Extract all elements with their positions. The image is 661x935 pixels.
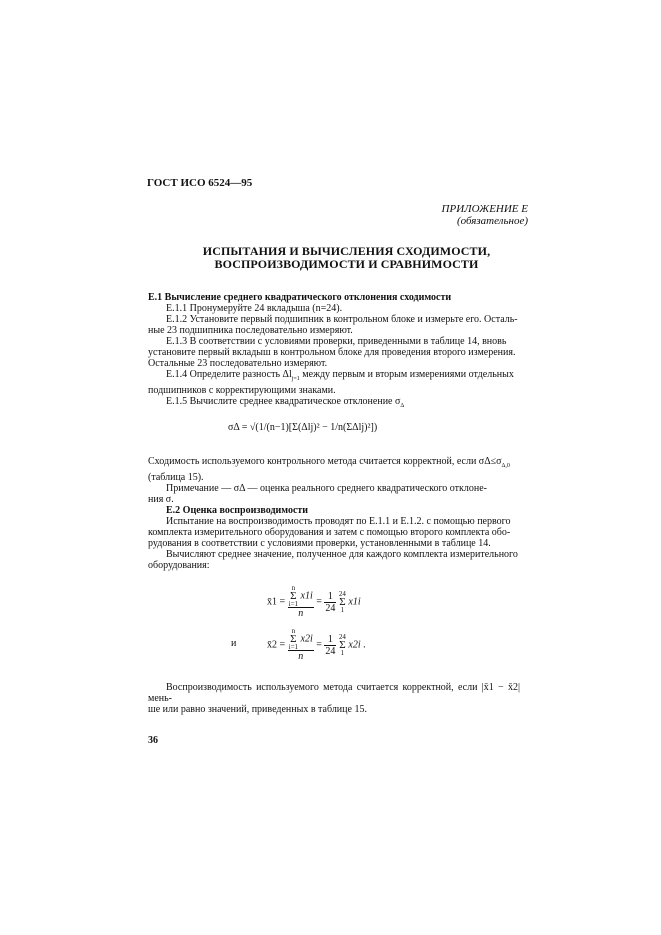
section-e2-heading: Е.2 Оценка воспроизводимости xyxy=(166,505,309,516)
section-e1-heading: Е.1 Вычисление среднего квадратического отклонения сходимости xyxy=(148,292,452,303)
section-e2-paragraph-1-line-3: рудования в соответствии с условиями проверки, установленными в таблице 14. xyxy=(148,538,491,549)
section-e1-item-1: Е.1.1 Пронумеруйте 24 вкладыша (n=24). xyxy=(166,303,343,314)
mean-formula-1-numerator-var: x1i xyxy=(300,590,313,602)
mean-formula-1-sum xyxy=(289,585,298,607)
mean-formula-1-right-var: x1i xyxy=(348,596,361,608)
mean-formula-1-sum-2-symbol: Σ xyxy=(339,596,346,608)
mean-formula-1-coefficient xyxy=(324,591,336,614)
mean-formula-2-sum-2-top: 24 xyxy=(338,633,346,641)
mean-formula-2-sum-bottom: i=1 xyxy=(288,643,299,651)
mean-formula-2-sum xyxy=(289,628,298,650)
mean-formula-2-sum-symbol: Σ xyxy=(290,633,297,645)
mean-formula-2-numerator xyxy=(288,628,314,651)
section-e1-item-3-line-1: Е.1.3 В соответствии с условиями проверки, приведенными в таблице 14, вновь xyxy=(166,336,507,347)
section-e2-paragraph-2-line-1: Вычисляют среднее значение, полученное для каждого комплекта измерительного xyxy=(166,549,518,560)
mean-formula-2-right-var: x2i xyxy=(348,639,361,651)
mean-formula-1-sum-bottom: i=1 xyxy=(288,600,299,608)
main-title xyxy=(190,245,503,271)
section-e2-paragraph-1-line-2: комплекта измерительного оборудования и затем с помощью второго комплекта обо- xyxy=(148,527,511,538)
mean-formula-2-sum-2-symbol: Σ xyxy=(339,639,346,651)
section-e2-paragraph-1-line-1: Испытание на воспроизводимость проводят по Е.1.1 и Е.1.2. с помощью первого xyxy=(166,516,511,527)
sigma-formula-text: σΔ = √(1/(n−1)[Σ(Δlj)² − 1/n(ΣΔlj)²]) xyxy=(228,422,378,433)
section-e2-closing-line-1: Воспроизводимость используемого метода считается корректной, если |x̄1 − x̄2| мень- xyxy=(148,682,520,704)
mean-formula-1-sum-top: n xyxy=(291,584,296,592)
section-e1-note-line-1: Примечание — σΔ — оценка реального среднего квадратического отклоне- xyxy=(166,483,488,494)
mean-formula-2-denominator: n xyxy=(298,651,304,662)
section-e1-item-3-line-3: Остальные 23 последовательно измеряют. xyxy=(148,358,328,369)
main-title-line-2: ВОСПРОИЗВОДИМОСТИ И СРАВНИМОСТИ xyxy=(214,257,479,271)
mean-formula-2-fraction xyxy=(288,628,314,662)
section-e1-after-line-1-subscript: Δ,0 xyxy=(501,463,510,469)
section-e1-after-line-1 xyxy=(148,456,520,472)
mean-formula-2-sum-2 xyxy=(339,634,346,656)
mean-formula-1-sum-symbol: Σ xyxy=(290,590,297,602)
mean-formula-2 xyxy=(267,628,366,662)
section-e1-after-line-2: (таблица 15). xyxy=(148,472,204,483)
section-e1-item-5-subscript: Δ xyxy=(400,403,405,409)
mean-formula-2-coefficient xyxy=(324,634,336,657)
mean-formula-2-numerator-var: x2i xyxy=(300,633,313,645)
mean-formula-2-coefficient-den: 24 xyxy=(325,645,336,657)
section-e1-after-line-1-text: Сходимость используемого контрольного метода считается корректной, если σΔ≤σ xyxy=(148,456,502,467)
mean-formula-1-left: x̄1 = xyxy=(267,596,286,608)
section-e1-note-line-2: ния σ. xyxy=(148,494,174,505)
mean-formula-1-sum-2-top: 24 xyxy=(338,590,346,598)
section-e2-closing-line-2: ше или равно значений, приведенных в таблице 15. xyxy=(148,704,367,715)
mean-formula-2-sum-2-bottom: 1 xyxy=(340,649,345,657)
conjunction: и xyxy=(231,638,237,649)
section-e1-item-4-subscript: j=1 xyxy=(291,376,300,382)
mean-formula-2-left: x̄2 = xyxy=(267,639,286,651)
appendix-type: (обязательное) xyxy=(456,215,528,227)
appendix-header xyxy=(438,203,528,227)
mean-formula-1-denominator: n xyxy=(298,608,304,619)
page-number: 36 xyxy=(148,735,158,746)
document-code: ГОСТ ИСО 6524—95 xyxy=(147,177,253,189)
section-e1-item-4-suffix: между первым и вторым измерениями отдельных xyxy=(302,369,514,380)
mean-formula-1-sum-2 xyxy=(339,591,346,613)
section-e1-item-4-prefix: Е.1.4 Определите разность Δl xyxy=(166,369,292,380)
section-e1 xyxy=(148,292,520,412)
mean-formula-1-fraction xyxy=(288,585,314,619)
mean-formula-2-equals: = xyxy=(316,639,322,651)
mean-formula-1 xyxy=(267,585,361,619)
section-e1-item-4-line-1 xyxy=(148,369,520,385)
mean-formula-1-equals: = xyxy=(316,596,322,608)
section-e1-after-formula xyxy=(148,456,520,571)
mean-formula-1-coefficient-den: 24 xyxy=(325,602,336,614)
section-e1-item-2-line-1: Е.1.2 Установите первый подшипник в контрольном блоке и измерьте его. Осталь- xyxy=(166,314,518,325)
section-e1-item-4-line-2: подшипников с корректирующими знаками. xyxy=(148,385,336,396)
sigma-formula xyxy=(228,422,377,433)
mean-formula-1-sum-2-bottom: 1 xyxy=(340,606,345,614)
section-e1-item-3-line-2: установите первый вкладыш в контрольном блоке для проведения второго измерения. xyxy=(148,347,516,358)
section-e2-paragraph-2-line-2: оборудования: xyxy=(148,560,210,571)
mean-formula-1-coefficient-num: 1 xyxy=(324,591,336,603)
mean-formula-2-trailing: . xyxy=(363,639,366,651)
mean-formula-1-numerator xyxy=(288,585,314,608)
mean-formula-2-sum-top: n xyxy=(291,627,296,635)
mean-formula-2-coefficient-num: 1 xyxy=(324,634,336,646)
main-title-line-1: ИСПЫТАНИЯ И ВЫЧИСЛЕНИЯ СХОДИМОСТИ, xyxy=(202,244,491,258)
section-e1-item-5-text: Е.1.5 Вычислите среднее квадратическое отклонение σ xyxy=(166,396,401,407)
section-e2-closing xyxy=(148,682,520,715)
section-e1-item-2-line-2: ные 23 подшипника последовательно измеряют. xyxy=(148,325,353,336)
appendix-title: ПРИЛОЖЕНИЕ Е xyxy=(441,203,528,215)
section-e1-item-5 xyxy=(148,396,520,412)
